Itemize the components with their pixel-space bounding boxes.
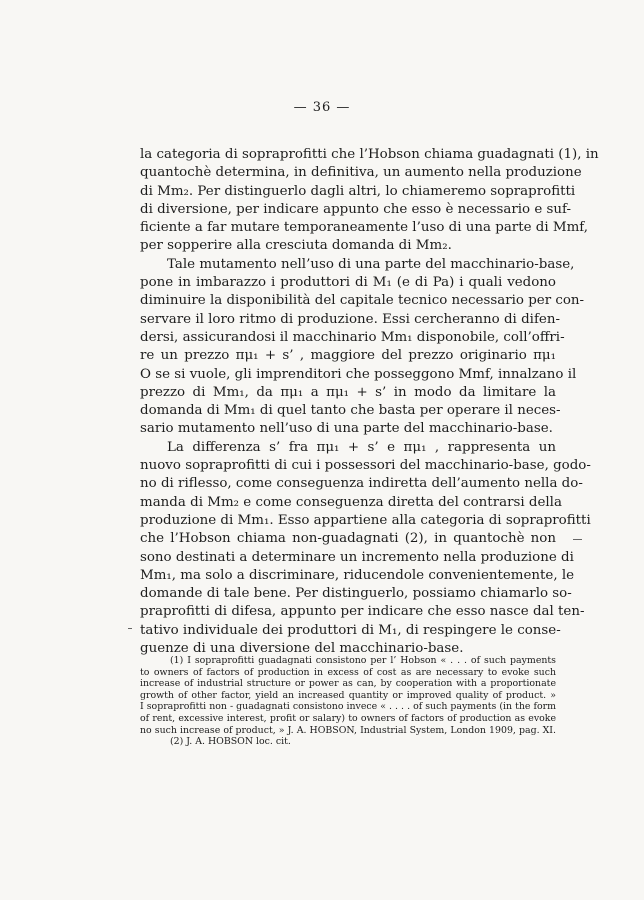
text-line: sario mutamento nell’uso di una parte del macchinario-base. — [140, 421, 553, 437]
text-line: manda di Mm₂ e come conseguenza diretta del contrarsi della — [140, 494, 562, 510]
text-line: praprofitti di difesa, appunto per indicare che esso nasce dal ten- — [140, 604, 585, 620]
text-line: sono destinati a determinare un incremento nella produzione di — [140, 549, 574, 565]
text-line: pone in imbarazzo i produttori di M₁ (e di Pa) i quali vedono — [140, 275, 556, 291]
text-line: prezzo di Mm₁, da πμ₁ a πμ₁ + s’ in modo da limitare la — [140, 384, 556, 400]
margin-mark — [128, 628, 132, 629]
text-line: la categoria di sopraprofitti che l’Hobson chiama guadagnati (1), in — [140, 147, 599, 162]
footnote-line: (1) I sopraprofitti guadagnati consistono per l’ Hobson « . . . of such payments — [170, 655, 556, 666]
footnote-line: no such increase of product, » J. A. HOBSON, Industrial System, London 1909, pag. XI. — [140, 724, 556, 736]
margin-mark — [573, 539, 582, 540]
text-line: dersi, assicurandosi il macchinario Mm₁ disponobile, coll’offri- — [140, 329, 565, 345]
text-line: Tale mutamento nell’uso di una parte del macchinario-base, — [167, 256, 575, 272]
page-number: — 36 — — [293, 100, 351, 115]
text-line: ficiente a far mutare temporaneamente l’uso di una parte di Mmf, — [140, 220, 589, 236]
footnote-line: of rent, excessive interest, profit or salary) to owners of factors of production as evoke — [140, 712, 556, 724]
text-line: diminuire la disponibilità del capitale tecnico necessario per con- — [140, 293, 585, 309]
text-line: La differenza s’ fra πμ₁ + s’ e πμ₁ , rappresenta un — [167, 439, 556, 455]
text-line: che l’Hobson chiama non-guadagnati (2), in quantochè non — [140, 531, 556, 547]
footnotes — [140, 655, 556, 748]
text-line: no di riflesso, come conseguenza indiretta dell’aumento nella do- — [140, 476, 583, 492]
text-line: nuovo sopraprofitti di cui i possessori del macchinario-base, godo- — [140, 458, 591, 474]
footnote-line: growth of other factor, yield an increased quantity or improved quality of product. » — [140, 689, 556, 701]
text-line: di Mm₂. Per distinguerlo dagli altri, lo chiameremo sopraprofitti — [140, 183, 576, 199]
text-line: servare il loro ritmo di produzione. Essi cercheranno di difen- — [140, 311, 560, 327]
text-line: Mm₁, ma solo a discriminare, riducendole convenientemente, le — [140, 567, 575, 583]
text-line: domanda di Mm₁ di quel tanto che basta per operare il neces- — [140, 403, 561, 419]
text-line: produzione di Mm₁. Esso appartiene alla categoria di sopraprofitti — [140, 512, 591, 528]
text-line: domande di tale bene. Per distinguerlo, possiamo chiamarlo so- — [140, 586, 572, 602]
footnote-line: increase of industrial structure or power as can, by cooperation with a proportionate — [140, 678, 556, 690]
text-line: di diversione, per indicare appunto che esso è necessario e suf- — [140, 201, 572, 217]
text-line: O se si vuole, gli imprenditori che posseggono Mmf, innalzano il — [140, 366, 577, 382]
footnote-line: to owners of factors of production in excess of cost as are necessary to evoke such — [140, 666, 556, 678]
text-line: re un prezzo πμ₁ + s’ , maggiore del prezzo originario πμ₁ — [140, 348, 556, 364]
footnote-line: (2) J. A. HOBSON loc. cit. — [170, 736, 291, 748]
text-line: guenze di una diversione del macchinario-base. — [140, 641, 464, 657]
body-text — [140, 146, 599, 658]
footnote-line: I sopraprofitti non - guadagnati consistono invece « . . . . of such payments (in the form — [140, 701, 556, 713]
text-line: tativo individuale dei produttori di M₁, di respingere le conse- — [140, 622, 561, 638]
text-line: quantochè determina, in definitiva, un aumento nella produzione — [140, 165, 582, 181]
text-line: per sopperire alla cresciuta domanda di Mm₂. — [140, 238, 452, 254]
